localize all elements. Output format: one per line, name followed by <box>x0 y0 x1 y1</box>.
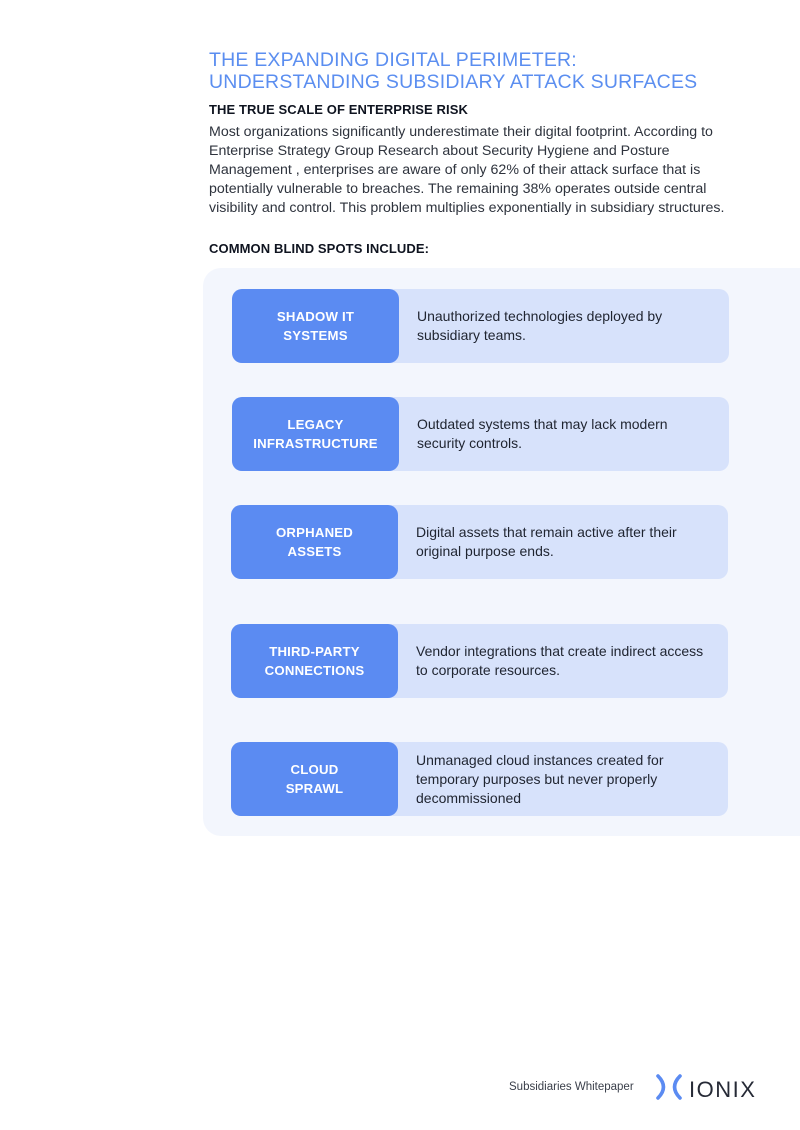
blind-spot-label <box>232 289 399 363</box>
footer-document-name: Subsidiaries Whitepaper <box>509 1081 634 1093</box>
blind-spots-heading: COMMON BLIND SPOTS INCLUDE: <box>209 241 430 256</box>
blind-spot-description: Unmanaged cloud instances created for temporary purposes but never properly decommissioned <box>416 751 664 806</box>
brand-logo <box>655 1073 756 1106</box>
blind-spot-description: Vendor integrations that create indirect access to corporate resources. <box>416 643 704 678</box>
blind-spot-label-line-1: SHADOW IT <box>276 309 355 324</box>
blind-spot-label <box>232 397 399 471</box>
blind-spot-label-line-2: ASSETS <box>287 544 342 559</box>
intro-paragraph: Most organizations significantly underestimate their digital footprint. According to Enterprise Strategy Group Research about Security Hygiene and Posture Management , enterprises are aware of only 62% of their attack surface that is potentially vulnerable to breaches. The remaining 38% operates outside central visibility and control. This problem multiplies exponentially in subsidiary structures. <box>209 124 725 216</box>
page-title <box>209 49 769 93</box>
blind-spot-orphaned-assets <box>231 505 728 579</box>
blind-spot-legacy-infrastructure <box>232 397 729 471</box>
blind-spot-label-line-2: SYSTEMS <box>283 328 348 343</box>
blind-spot-label-line-1: LEGACY <box>287 417 344 432</box>
blind-spot-third-party-connections <box>231 624 728 698</box>
blind-spot-label <box>231 505 398 579</box>
page-title-line-1: THE EXPANDING DIGITAL PERIMETER: <box>209 49 577 71</box>
blind-spot-description: Unauthorized technologies deployed by subsidiary teams. <box>417 308 663 343</box>
blind-spot-label <box>231 624 398 698</box>
blind-spot-cloud-sprawl <box>231 742 728 816</box>
blind-spot-label-line-2: CONNECTIONS <box>264 663 365 678</box>
blind-spot-shadow-it <box>232 289 729 363</box>
brand-name: IONIX <box>689 1076 757 1102</box>
ionix-logo-icon <box>655 1073 683 1106</box>
page-title-line-2: UNDERSTANDING SUBSIDIARY ATTACK SURFACES <box>209 71 698 93</box>
blind-spot-label-line-1: ORPHANED <box>275 525 354 540</box>
blind-spot-description: Outdated systems that may lack modern security controls. <box>417 416 668 451</box>
blind-spot-description: Digital assets that remain active after their original purpose ends. <box>416 524 677 559</box>
blind-spot-label-line-1: THIRD-PARTY <box>269 644 360 659</box>
blind-spot-label <box>231 742 398 816</box>
blind-spot-label-line-2: INFRASTRUCTURE <box>253 436 378 451</box>
blind-spot-label-line-1: CLOUD <box>290 762 339 777</box>
blind-spot-label-line-2: SPRAWL <box>285 781 344 796</box>
section-heading: THE TRUE SCALE OF ENTERPRISE RISK <box>209 102 468 117</box>
